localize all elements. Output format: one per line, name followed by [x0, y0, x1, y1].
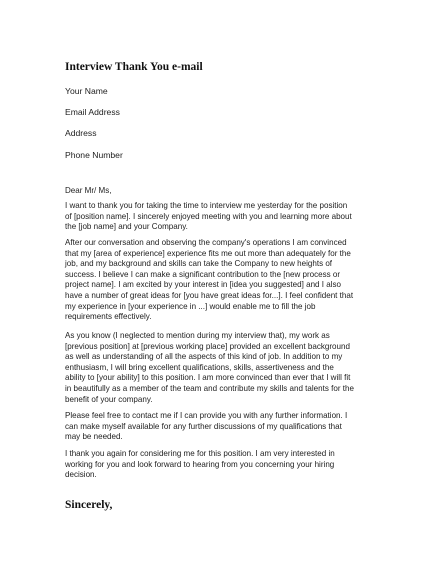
paragraph-line: working for you and look forward to hearing from you concerning your hiring — [65, 459, 335, 469]
paragraph-contact — [65, 411, 377, 443]
paragraph-line: decision. — [65, 470, 97, 480]
paragraph-line: project name]. I am excited by your interest in [idea you suggested] and I also — [65, 280, 341, 290]
paragraph-thanks — [65, 201, 377, 233]
paragraph-line: benefit of your company. — [65, 394, 153, 404]
paragraph-line: I thank you again for considering me for this position. I am very interested in — [65, 449, 335, 458]
paragraph-line: [previous position] at [previous working place] provided an excellent background — [65, 341, 350, 351]
paragraph-line: as well as understanding of all the aspects of this kind of job. In addition to my — [65, 352, 343, 362]
paragraph-line: success. I believe I can make a significant contribution to the [new process or — [65, 269, 341, 279]
paragraph-background — [65, 331, 377, 405]
paragraph-line: can make myself available for any further discussions of my qualifications that — [65, 421, 342, 431]
paragraph-line: Please feel free to contact me if I can provide you with any further information. I — [65, 411, 348, 420]
paragraph-line: my experience in [your experience in ...] would enable me to fill the job — [65, 301, 316, 311]
paragraph-line: have a number of great ideas for [you have great ideas for...]. I feel confident that — [65, 290, 354, 300]
contact-address: Address — [65, 128, 97, 138]
paragraph-line: requirements effectively. — [65, 312, 152, 322]
contact-email: Email Address — [65, 107, 120, 117]
salutation — [65, 186, 377, 197]
paragraph-line: After our conversation and observing the company's operations I am convinced — [65, 238, 347, 247]
paragraph-line: enthusiasm, I will bring excellent qualifications, skills, assertiveness and the — [65, 362, 334, 372]
contact-phone: Phone Number — [65, 150, 123, 160]
paragraph-line: ability to [your ability] to this position. I am more convinced than ever that I will fit — [65, 373, 351, 383]
paragraph-line: As you know (I neglected to mention during my interview that), my work as — [65, 331, 330, 340]
paragraph-line: job, and my background and skills can take the Company to new heights of — [65, 259, 333, 269]
salutation-line: Dear Mr/ Ms, — [65, 186, 112, 195]
paragraph-closing — [65, 449, 377, 481]
paragraph-line: I want to thank you for taking the time to interview me yesterday for the position — [65, 201, 348, 210]
document-title: Interview Thank You e-mail — [65, 61, 203, 73]
paragraph-line: of [position name]. I sincerely enjoyed meeting with you and learning more about — [65, 211, 352, 221]
paragraph-line: may be needed. — [65, 432, 123, 442]
paragraph-line: that my [area of experience] experience fits me out more than adequately for the — [65, 248, 351, 258]
paragraph-line: the [job name] and your Company. — [65, 222, 188, 232]
closing-signoff: Sincerely, — [65, 499, 113, 511]
paragraph-line: in beautifully as a member of the team and contribute my skills and talents for the — [65, 383, 354, 393]
paragraph-experience — [65, 238, 377, 323]
contact-name: Your Name — [65, 86, 108, 96]
